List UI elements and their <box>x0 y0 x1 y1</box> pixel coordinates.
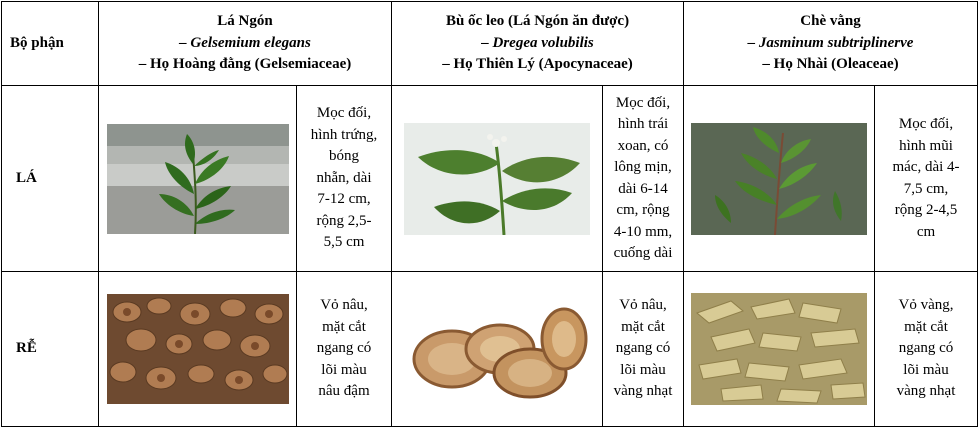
text-line: bóng <box>329 148 359 165</box>
header-row <box>2 2 978 86</box>
root-photo-dregea <box>392 272 603 427</box>
text-line: cuống dài <box>613 245 673 261</box>
column-header-che-vang <box>684 2 978 86</box>
text-line: hình trứng, <box>310 126 378 143</box>
text-line: cm <box>916 223 936 240</box>
root-photo-gelsemium <box>99 272 297 427</box>
leaf-image <box>107 124 289 234</box>
root-description-dregea <box>603 272 684 427</box>
comparison-table <box>1 1 978 427</box>
text-line: vàng nhạt <box>896 383 956 400</box>
text-line: lõi màu <box>903 361 949 378</box>
column-header-la-ngon <box>99 2 392 86</box>
text-line: lõi màu <box>321 361 367 378</box>
text-line: mặt cắt <box>322 318 366 335</box>
leaf-description-gelsemium <box>297 86 392 272</box>
leaf-photo-jasminum <box>684 86 875 272</box>
text-line: ngang có <box>898 340 954 357</box>
text-line: hình mũi <box>899 137 953 154</box>
text-line: ngang có <box>615 340 671 357</box>
common-name: Bù ốc leo (Lá Ngón ăn được) <box>445 13 630 30</box>
text-line: lông mịn, <box>614 159 672 175</box>
text-line: Mọc đối, <box>316 105 372 122</box>
leaf-image <box>691 123 867 235</box>
text-line: rộng 2,5- <box>316 212 372 229</box>
text-line: cm, rộng <box>616 202 670 218</box>
column-header-bu-oc-leo <box>392 2 684 86</box>
corner-label: Bộ phận <box>2 2 99 86</box>
leaf-description-dregea <box>603 86 684 272</box>
scientific-name: – Dregea volubilis <box>481 34 594 51</box>
family-name: – Họ Thiên Lý (Apocynaceae) <box>442 56 633 73</box>
root-description-jasminum <box>875 272 978 427</box>
text-line: dài 6-14 <box>618 180 668 197</box>
text-line: mặt cắt <box>621 318 665 335</box>
common-name: Chè vằng <box>800 13 861 30</box>
root-image <box>107 294 289 404</box>
common-name: Lá Ngón <box>217 13 273 30</box>
text-line: hình trái <box>617 116 669 132</box>
text-line: ngang có <box>316 340 372 357</box>
text-line: rộng 2-4,5 <box>894 202 958 218</box>
text-line: Vỏ nâu, <box>619 297 667 314</box>
leaf-photo-gelsemium <box>99 86 297 272</box>
text-line: nhẵn, dài <box>316 169 372 186</box>
scientific-name: – Gelsemium elegans <box>179 34 311 51</box>
row-label-root: RỄ <box>2 272 99 427</box>
root-image <box>691 293 867 405</box>
leaf-row <box>2 86 978 272</box>
text-line: Mọc đối, <box>615 94 671 111</box>
text-line: 5,5 cm <box>323 234 365 251</box>
leaf-description-jasminum <box>875 86 978 272</box>
text-line: 7-12 cm, <box>317 191 371 208</box>
text-line: lõi màu <box>620 361 666 378</box>
text-line: nâu đậm <box>318 383 370 400</box>
text-line: mặt cắt <box>904 318 948 335</box>
family-name: – Họ Nhài (Oleaceae) <box>762 56 899 73</box>
text-line: Vỏ nâu, <box>320 297 368 314</box>
text-line: Mọc đối, <box>898 116 954 132</box>
scientific-name: – Jasminum subtriplinerve <box>747 34 914 51</box>
family-name: – Họ Hoàng đằng (Gelsemiaceae) <box>138 56 352 73</box>
leaf-image <box>404 123 590 235</box>
text-line: vàng nhạt <box>613 383 673 400</box>
row-label-leaf: LÁ <box>2 86 99 272</box>
root-image <box>404 293 590 405</box>
text-line: 4-10 mm, <box>613 223 673 240</box>
root-row <box>2 272 978 427</box>
root-description-gelsemium <box>297 272 392 427</box>
root-photo-jasminum <box>684 272 875 427</box>
text-line: Vỏ vàng, <box>898 297 954 314</box>
text-line: 7,5 cm, <box>903 180 949 197</box>
text-line: mác, dài 4- <box>892 159 960 175</box>
leaf-photo-dregea <box>392 86 603 272</box>
text-line: xoan, có <box>617 137 669 154</box>
